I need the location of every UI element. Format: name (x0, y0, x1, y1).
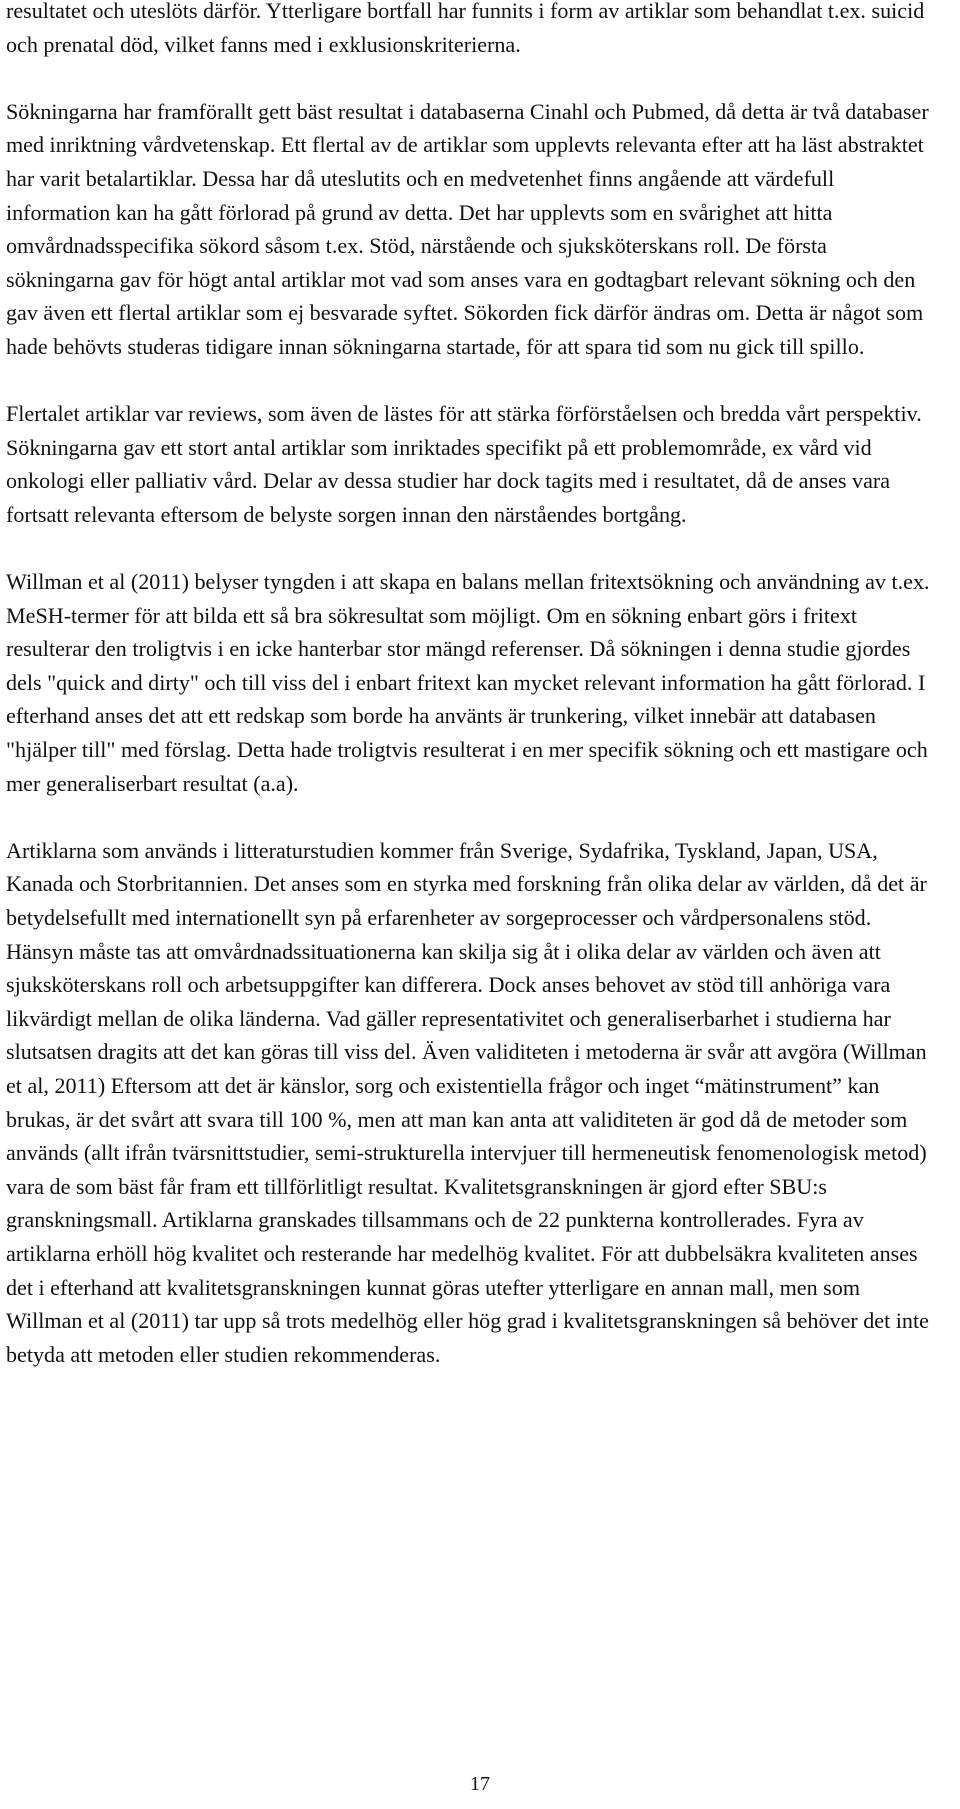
body-text (6, 0, 936, 1405)
paragraph-reviews: Flertalet artiklar var reviews, som även de lästes för att stärka förförståelsen och bredda vårt perspektiv. Sökningarna gav ett stort antal artiklar som inriktades specifikt på ett problemområde, ex vård vid onkologi eller palliativ vård. Delar av dessa studier har dock tagits med i resultatet, då de anses vara fortsatt relevanta eftersom de belyste sorgen innan den närståendes bortgång. (6, 401, 922, 527)
paragraph-search-dropouts: resultatet och uteslöts därför. Ytterligare bortfall har funnits i form av artiklar som behandlat t.ex. suicid och prenatal död, vilket fanns med i exklusionskriterierna. (6, 0, 925, 57)
paragraph-willman-search: Willman et al (2011) belyser tyngden i att skapa en balans mellan fritextsökning och användning av t.ex. MeSH-termer för att bilda ett så bra sökresultat som möjligt. Om en sökning enbart görs i fritext resulterar den troligtvis i en icke hanterbar stor mängd referenser. Då sökningen i denna studie gjordes dels "quick and dirty" och till viss del i enbart fritext kan mycket relevant information ha gått förlorad. I efterhand anses det att ett redskap som borde ha använts är trunkering, vilket innebär att databasen "hjälper till" med förslag. Detta hade troligtvis resulterat i en mer specifik sökning och ett mastigare och mer generaliserbart resultat (a.a). (6, 569, 930, 796)
page-number: 17 (470, 1773, 490, 1795)
paragraph-databases: Sökningarna har framförallt gett bäst resultat i databaserna Cinahl och Pubmed, då detta är två databaser med inriktning vårdvetenskap. Ett flertal av de artiklar som upplevts relevanta efter att ha läst abstraktet har varit betalartiklar. Dessa har då uteslutits och en medvetenhet finns angående att värdefull information kan ha gått förlorad på grund av detta. Det har upplevts som en svårighet att hitta omvårdnadsspecifika sökord såsom t.ex. Stöd, närstående och sjuksköterskans roll. De första sökningarna gav för högt antal artiklar mot vad som anses vara en godtagbart relevant sökning och den gav även ett flertal artiklar som ej besvarade syftet. Sökorden fick därför ändras om. Detta är något som hade behövts studeras tidigare innan sökningarna startade, för att spara tid som nu gick till spillo. (6, 98, 929, 359)
paragraph-articles-origin-quality: Artiklarna som används i litteraturstudien kommer från Sverige, Sydafrika, Tyskland, Japan, USA, Kanada och Storbritannien. Det anses som en styrka med forskning från olika delar av världen, då det är betydelsefullt med internationellt syn på erfarenheter av sorgeprocesser och vårdpersonalens stöd. Hänsyn måste tas att omvårdnadssituationerna kan skilja sig åt i olika delar av världen och även att sjuksköterskans roll och arbetsuppgifter kan differera. Dock anses behovet av stöd till anhöriga vara likvärdigt mellan de olika länderna. Vad gäller representativitet och generaliserbarhet i studierna har slutsatsen dragits att det kan göras till viss del. Även validiteten i metoderna är svår att avgöra (Willman et al, 2011) Eftersom att det är känslor, sorg och existentiella frågor och inget “mätinstrument” kan brukas, är det svårt att svara till 100 %, men att man kan anta att validiteten är god då de metoder som används (allt ifrån tvärsnittstudier, semi-strukturella intervjuer till hermeneutisk fenomenologisk metod) vara de som bäst får fram ett tillförlitligt resultat. Kvalitetsgranskningen är gjord efter SBU:s granskningsmall. Artiklarna granskades tillsammans och de 22 punkterna kontrollerades. Fyra av artiklarna erhöll hög kvalitet och resterande har medelhög kvalitet. För att dubbelsäkra kvaliteten anses det i efterhand att kvalitetsgranskningen kunnat göras utefter ytterligare en annan mall, men som Willman et al (2011) tar upp så trots medelhög eller hög grad i kvalitetsgranskningen så behöver det inte betyda att metoden eller studien rekommenderas. (6, 837, 929, 1367)
